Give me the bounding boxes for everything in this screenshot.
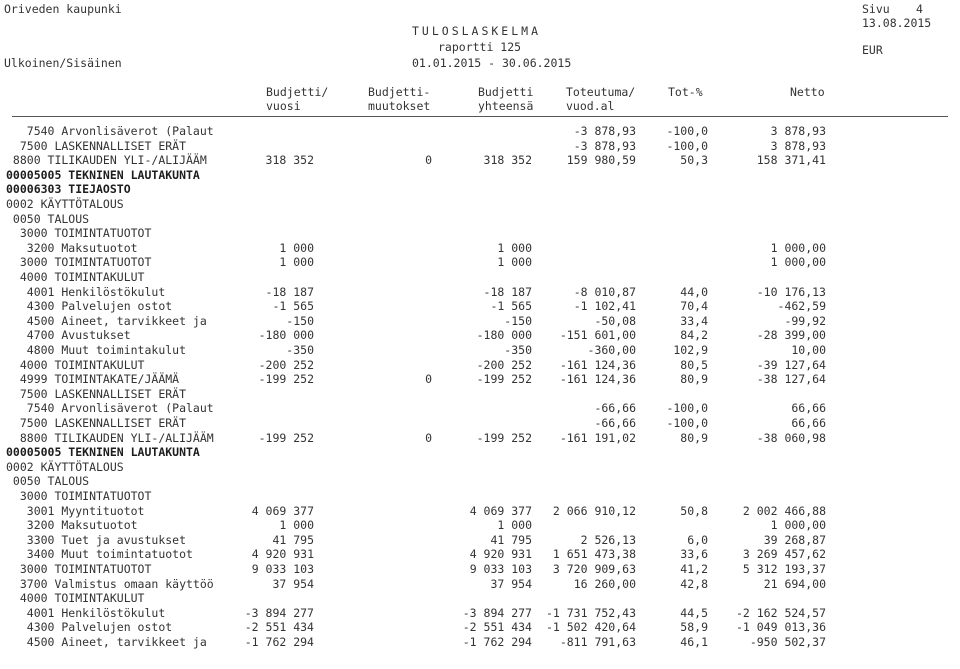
table-row (0, 547, 960, 562)
cell-net: 66,66 (791, 401, 826, 416)
cell-budget-year: -200 252 (258, 357, 314, 372)
cell-actual: 2 526,13 (580, 532, 636, 547)
col-budget-changes-2: muutokset (368, 99, 431, 113)
table-row (0, 139, 960, 154)
organization-name: Oriveden kaupunki (4, 2, 122, 16)
col-actual-2: vuod.al (566, 99, 615, 113)
cell-budget-total: 1 000 (497, 255, 532, 270)
cell-percent: 84,2 (680, 328, 708, 343)
cell-net: 2 002 466,88 (742, 503, 826, 518)
cell-percent: 41,2 (680, 562, 708, 576)
cell-actual: -811 791,63 (559, 635, 636, 649)
table-row (0, 431, 960, 446)
cell-actual: -66,66 (594, 416, 636, 430)
table-row (0, 153, 960, 168)
cell-percent: 80,9 (680, 430, 708, 445)
table-row (0, 387, 960, 402)
cell-account: 4000 TOIMINTAKULUT (6, 270, 145, 284)
col-budget-year-2: vuosi (266, 99, 301, 113)
cell-percent: 33,6 (680, 547, 708, 562)
table-row (0, 577, 960, 592)
table-row (0, 635, 960, 650)
cell-actual: -1 502 420,64 (545, 620, 636, 635)
cell-net: 39 268,87 (763, 532, 826, 547)
currency-label: EUR (862, 43, 883, 57)
cell-budget-year: -350 (286, 343, 314, 357)
cell-percent: 33,4 (680, 313, 708, 328)
report-scope: Ulkoinen/Sisäinen (4, 56, 122, 70)
report-subtitle: raportti 125 (438, 40, 522, 54)
cell-budget-year: 318 352 (265, 153, 314, 168)
cell-budget-total: 1 000 (497, 240, 532, 255)
table-row (0, 474, 960, 489)
cell-actual: -50,08 (594, 313, 636, 328)
cell-actual: -151 601,00 (559, 328, 636, 343)
cell-account: 4999 TOIMINTAKATE/JÄÄMÄ (6, 372, 180, 387)
cell-actual: 16 260,00 (573, 576, 636, 591)
cell-budget-year: 1 000 (279, 255, 314, 270)
cell-actual: -1 731 752,43 (545, 605, 636, 620)
cell-actual: 2 066 910,12 (552, 503, 636, 518)
cell-net: 1 000,00 (770, 255, 826, 270)
cell-budget-year: 9 033 103 (251, 562, 314, 576)
cell-account: 7500 LASKENNALLISET ERÄT (6, 416, 187, 430)
table-row (0, 197, 960, 212)
table-row (0, 255, 960, 270)
cell-budget-year: -3 894 277 (244, 605, 314, 620)
cell-account: 8800 TILIKAUDEN YLI-/ALIJÄÄM (6, 430, 214, 445)
page-number: 4 (916, 2, 923, 16)
cell-actual: -161 124,36 (559, 357, 636, 372)
cell-account: 4000 TOIMINTAKULUT (6, 357, 145, 372)
cell-actual: -3 878,93 (573, 138, 636, 153)
cell-account: 4000 TOIMINTAKULUT (6, 591, 145, 606)
cell-account: 4300 Palvelujen ostot (6, 620, 173, 635)
cell-account: 0050 TALOUS (6, 474, 90, 489)
cell-account: 7500 LASKENNALLISET ERÄT (6, 138, 187, 153)
table-row (0, 620, 960, 635)
cell-net: -462,59 (777, 299, 826, 314)
cell-budget-total: 41 795 (490, 532, 532, 547)
cell-percent: -100,0 (666, 401, 708, 416)
cell-budget-year: -199 252 (258, 372, 314, 387)
cell-percent: 42,8 (680, 576, 708, 591)
cell-actual: -8 010,87 (573, 284, 636, 299)
cell-budget-total: -199 252 (476, 430, 532, 445)
table-row (0, 343, 960, 358)
cell-percent: 50,8 (680, 503, 708, 518)
table-row (0, 241, 960, 256)
cell-account: 3000 TOIMINTATUOTOT (6, 489, 152, 503)
table-row (0, 358, 960, 373)
cell-budget-year: -180 000 (258, 328, 314, 343)
cell-net: 21 694,00 (763, 576, 826, 591)
cell-percent: -100,0 (666, 124, 708, 138)
header-divider (12, 116, 948, 117)
cell-budget-total: 318 352 (483, 153, 532, 168)
cell-budget-total: 9 033 103 (469, 562, 532, 576)
cell-percent: 70,4 (680, 299, 708, 314)
cell-percent: 44,5 (680, 605, 708, 620)
cell-budget-year: 4 920 931 (251, 547, 314, 562)
cell-budget-total: 37 954 (490, 576, 532, 591)
cell-budget-changes: 0 (425, 430, 432, 445)
cell-budget-total: 4 920 931 (469, 547, 532, 562)
cell-account: 4001 Henkilöstökulut (6, 605, 166, 620)
cell-account: 3200 Maksutuotot (6, 518, 138, 533)
cell-actual: -161 124,36 (559, 372, 636, 387)
cell-net: -10 176,13 (756, 284, 826, 299)
col-actual-1: Toteutuma/ (566, 85, 636, 99)
cell-account: 00005005 TEKNINEN LAUTAKUNTA (6, 445, 200, 460)
cell-budget-total: -3 894 277 (462, 605, 532, 620)
cell-budget-changes: 0 (425, 372, 432, 387)
table-row (0, 299, 960, 314)
cell-budget-total: -180 000 (476, 328, 532, 343)
cell-budget-year: 41 795 (272, 532, 314, 547)
cell-account: 3700 Valmistus omaan käyttöö (6, 576, 214, 591)
table-row (0, 124, 960, 139)
cell-account: 3000 TOIMINTATUOTOT (6, 255, 152, 270)
cell-actual: -1 102,41 (573, 299, 636, 314)
cell-budget-changes: 0 (425, 153, 432, 168)
table-row (0, 416, 960, 431)
table-row (0, 314, 960, 329)
cell-actual: -3 878,93 (573, 124, 636, 138)
cell-account: 3001 Myyntituotot (6, 503, 145, 518)
cell-actual: 1 651 473,38 (552, 547, 636, 562)
cell-account: 00006303 TIEJAOSTO (6, 182, 131, 197)
cell-budget-year: -150 (286, 313, 314, 328)
cell-budget-total: -200 252 (476, 357, 532, 372)
cell-net: 10,00 (791, 343, 826, 357)
cell-actual: -161 191,02 (559, 430, 636, 445)
cell-account: 3200 Maksutuotot (6, 240, 138, 255)
cell-account: 3000 TOIMINTATUOTOT (6, 226, 152, 241)
cell-budget-total: -18 187 (483, 284, 532, 299)
table-row (0, 606, 960, 621)
cell-net: 66,66 (791, 416, 826, 430)
cell-account: 4500 Aineet, tarvikkeet ja (6, 313, 207, 328)
cell-account: 3000 TOIMINTATUOTOT (6, 562, 152, 576)
col-budget-changes-1: Budjetti- (368, 85, 431, 99)
col-percent: Tot-% (668, 85, 703, 99)
cell-account: 4500 Aineet, tarvikkeet ja (6, 635, 207, 649)
cell-net: -39 127,64 (756, 357, 826, 372)
cell-budget-total: 1 000 (497, 518, 532, 533)
cell-net: 3 878,93 (770, 138, 826, 153)
report-title: TULOSLASKELMA (412, 24, 542, 38)
cell-net: -38 060,98 (756, 430, 826, 445)
cell-net: -28 399,00 (756, 328, 826, 343)
cell-percent: -100,0 (666, 416, 708, 430)
cell-percent: 80,9 (680, 372, 708, 387)
col-net: Netto (790, 85, 825, 99)
cell-account: 4800 Muut toimintakulut (6, 343, 187, 357)
cell-budget-total: 4 069 377 (469, 503, 532, 518)
cell-budget-year: -1 565 (272, 299, 314, 314)
cell-percent: 102,9 (673, 343, 708, 357)
cell-account: 7540 Arvonlisäverot (Palaut (6, 401, 214, 416)
cell-percent: 50,3 (680, 153, 708, 168)
cell-budget-year: 4 069 377 (251, 503, 314, 518)
cell-budget-year: -199 252 (258, 430, 314, 445)
cell-net: 1 000,00 (770, 240, 826, 255)
table-row (0, 460, 960, 475)
col-budget-year-1: Budjetti/ (266, 85, 329, 99)
cell-net: 3 878,93 (770, 124, 826, 138)
cell-actual: 159 980,59 (566, 153, 636, 168)
cell-account: 7500 LASKENNALLISET ERÄT (6, 386, 187, 401)
cell-percent: 46,1 (680, 635, 708, 649)
cell-percent: -100,0 (666, 138, 708, 153)
cell-actual: 3 720 909,63 (552, 562, 636, 576)
cell-account: 7540 Arvonlisäverot (Palaut (6, 124, 214, 138)
cell-budget-year: 1 000 (279, 518, 314, 533)
cell-budget-year: 1 000 (279, 240, 314, 255)
cell-account: 3400 Muut toimintatuotot (6, 547, 193, 562)
page-label: Sivu (862, 2, 890, 16)
cell-budget-total: -199 252 (476, 372, 532, 387)
cell-budget-total: -350 (504, 343, 532, 357)
cell-net: 158 371,41 (756, 153, 826, 168)
table-row (0, 591, 960, 606)
cell-account: 4001 Henkilöstökulut (6, 284, 166, 299)
col-budget-total-2: yhteensä (478, 99, 534, 113)
cell-net: 5 312 193,37 (742, 562, 826, 576)
cell-account: 0002 KÄYTTÖTALOUS (6, 197, 124, 211)
report-period: 01.01.2015 - 30.06.2015 (412, 56, 572, 70)
table-row (0, 518, 960, 533)
cell-account: 3300 Tuet ja avustukset (6, 532, 187, 547)
cell-account: 0002 KÄYTTÖTALOUS (6, 459, 124, 474)
cell-account: 8800 TILIKAUDEN YLI-/ALIJÄÄM (6, 153, 207, 168)
cell-percent: 80,5 (680, 357, 708, 372)
cell-percent: 58,9 (680, 620, 708, 635)
cell-account: 0050 TALOUS (6, 211, 90, 226)
cell-budget-year: 37 954 (272, 576, 314, 591)
table-row (0, 401, 960, 416)
table-row (0, 533, 960, 548)
table-row (0, 212, 960, 227)
table-row (0, 445, 960, 460)
cell-account: 4300 Palvelujen ostot (6, 299, 173, 314)
cell-account: 00005005 TEKNINEN LAUTAKUNTA (6, 167, 200, 182)
cell-budget-total: -1 565 (490, 299, 532, 314)
cell-actual: -360,00 (587, 343, 636, 357)
cell-percent: 44,0 (680, 284, 708, 299)
table-row (0, 489, 960, 504)
cell-budget-total: -1 762 294 (462, 635, 532, 649)
cell-net: -99,92 (784, 313, 826, 328)
cell-budget-year: -1 762 294 (244, 635, 314, 649)
cell-account: 4700 Avustukset (6, 328, 131, 343)
table-row (0, 168, 960, 183)
cell-budget-total: -2 551 434 (462, 620, 532, 635)
cell-budget-total: -150 (504, 313, 532, 328)
table-row (0, 372, 960, 387)
cell-budget-year: -2 551 434 (244, 620, 314, 635)
col-budget-total-1: Budjetti (478, 85, 534, 99)
cell-net: -38 127,64 (756, 372, 826, 387)
table-row (0, 270, 960, 285)
table-row (0, 226, 960, 241)
cell-actual: -66,66 (594, 401, 636, 416)
table-row (0, 328, 960, 343)
report-date: 13.08.2015 (862, 16, 932, 30)
table-row (0, 182, 960, 197)
cell-net: -950 502,37 (749, 635, 826, 649)
table-row (0, 285, 960, 300)
cell-budget-year: -18 187 (265, 284, 314, 299)
cell-net: -2 162 524,57 (735, 605, 826, 620)
cell-net: 3 269 457,62 (742, 547, 826, 562)
table-row (0, 562, 960, 577)
cell-net: -1 049 013,36 (735, 620, 826, 635)
cell-net: 1 000,00 (770, 518, 826, 533)
cell-percent: 6,0 (687, 532, 708, 547)
table-row (0, 504, 960, 519)
